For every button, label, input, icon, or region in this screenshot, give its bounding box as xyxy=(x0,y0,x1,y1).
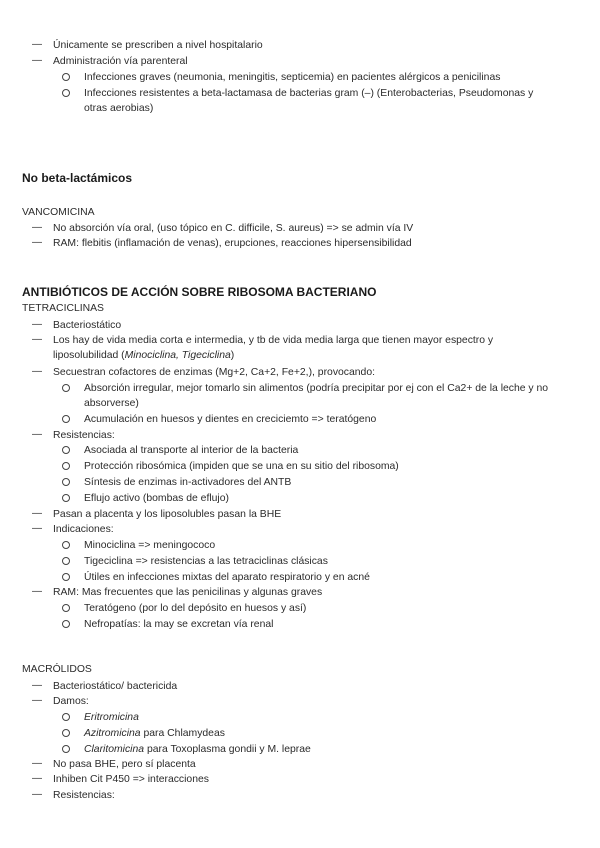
sub-list-item: Minociclina => meningococo xyxy=(84,540,216,551)
dash-bullet xyxy=(32,334,42,345)
dash-bullet xyxy=(32,758,42,769)
drug-title: TETRACICLINAS xyxy=(22,303,104,314)
sub-list-item: Síntesis de enzimas in-activadores del ANTB xyxy=(84,477,292,488)
sub-list-item: Eritromicina xyxy=(84,712,139,723)
circle-bullet xyxy=(62,620,70,628)
sub-list-item: Útiles en infecciones mixtas del aparato respiratorio y en acné xyxy=(84,572,370,583)
list-item: Bacteriostático xyxy=(53,320,122,331)
circle-bullet xyxy=(62,494,70,502)
dash-bullet xyxy=(32,680,42,691)
circle-bullet xyxy=(62,462,70,470)
circle-bullet xyxy=(62,446,70,454)
circle-bullet xyxy=(62,713,70,721)
section-heading: ANTIBIÓTICOS DE ACCIÓN SOBRE RIBOSOMA BACTERIANO xyxy=(22,285,377,299)
dash-bullet xyxy=(32,222,42,233)
dash-bullet xyxy=(32,429,42,440)
dash-bullet xyxy=(32,523,42,534)
list-item: Resistencias: xyxy=(53,790,115,801)
dash-bullet xyxy=(32,55,42,66)
dash-bullet xyxy=(32,237,42,248)
dash-bullet xyxy=(32,773,42,784)
section-heading: No beta-lactámicos xyxy=(22,171,133,185)
dash-bullet xyxy=(32,695,42,706)
list-item: Inhiben Cit P450 => interacciones xyxy=(53,774,209,785)
list-item: Bacteriostático/ bactericida xyxy=(53,681,178,692)
list-item: RAM: flebitis (inflamación de venas), erupciones, reacciones hipersensibilidad xyxy=(53,238,412,249)
list-item: Secuestran cofactores de enzimas (Mg+2, Ca+2, Fe+2,), provocando: xyxy=(53,367,375,378)
dash-bullet xyxy=(32,319,42,330)
drug-title: VANCOMICINA xyxy=(22,207,95,218)
dash-bullet xyxy=(32,39,42,50)
sub-list-item: Infecciones resistentes a beta-lactamasa de bacterias gram (–) (Enterobacterias, Pseudomonas y xyxy=(84,88,534,99)
sub-list-item: Protección ribosómica (impiden que se una en su sitio del ribosoma) xyxy=(84,461,399,472)
dash-bullet xyxy=(32,586,42,597)
circle-bullet xyxy=(62,573,70,581)
dash-bullet xyxy=(32,366,42,377)
circle-bullet xyxy=(62,478,70,486)
circle-bullet xyxy=(62,729,70,737)
sub-list-item: Tigeciclina => resistencias a las tetraciclinas clásicas xyxy=(84,556,328,567)
sub-list-item: Nefropatías: la may se excretan vía renal xyxy=(84,619,274,630)
list-item: No pasa BHE, pero sí placenta xyxy=(53,759,196,770)
sub-list-item: Infecciones graves (neumonia, meningitis, septicemia) en pacientes alérgicos a penicilinas xyxy=(84,72,501,83)
dash-bullet xyxy=(32,789,42,800)
sub-list-item-continued: absorverse) xyxy=(84,398,139,409)
sub-list-item: Eflujo activo (bombas de eflujo) xyxy=(84,493,229,504)
drug-title: MACRÓLIDOS xyxy=(22,664,92,675)
circle-bullet xyxy=(62,557,70,565)
sub-list-item: Teratógeno (por lo del depósito en huesos y así) xyxy=(84,603,307,614)
list-item: Administración vía parenteral xyxy=(53,56,188,67)
sub-list-item: Asociada al transporte al interior de la bacteria xyxy=(84,445,299,456)
circle-bullet xyxy=(62,745,70,753)
list-item: No absorción vía oral, (uso tópico en C. difficile, S. aureus) => se admin vía IV xyxy=(53,223,414,234)
list-item-continued: liposolubilidad (Minociclina, Tigeciclina) xyxy=(53,350,235,361)
circle-bullet xyxy=(62,73,70,81)
circle-bullet xyxy=(62,89,70,97)
list-item: RAM: Mas frecuentes que las penicilinas y algunas graves xyxy=(53,587,323,598)
circle-bullet xyxy=(62,604,70,612)
list-item: Indicaciones: xyxy=(53,524,114,535)
sub-list-item: Claritomicina para Toxoplasma gondii y M. leprae xyxy=(84,744,311,755)
list-item: Los hay de vida media corta e intermedia, y tb de vida media larga que tienen mayor espectro y xyxy=(53,335,494,346)
list-item: Resistencias: xyxy=(53,430,115,441)
circle-bullet xyxy=(62,384,70,392)
list-item: Damos: xyxy=(53,696,89,707)
list-item: Pasan a placenta y los liposolubles pasan la BHE xyxy=(53,509,282,520)
list-item: Únicamente se prescriben a nivel hospitalario xyxy=(53,40,263,51)
sub-list-item: Azitromicina para Chlamydeas xyxy=(84,728,225,739)
circle-bullet xyxy=(62,415,70,423)
dash-bullet xyxy=(32,508,42,519)
sub-list-item-continued: otras aerobias) xyxy=(84,103,154,114)
circle-bullet xyxy=(62,541,70,549)
sub-list-item: Absorción irregular, mejor tomarlo sin alimentos (podría precipitar por ej con el Ca2+ de la leche y no xyxy=(84,383,549,394)
sub-list-item: Acumulación en huesos y dientes en creciciemto => teratógeno xyxy=(84,414,377,425)
